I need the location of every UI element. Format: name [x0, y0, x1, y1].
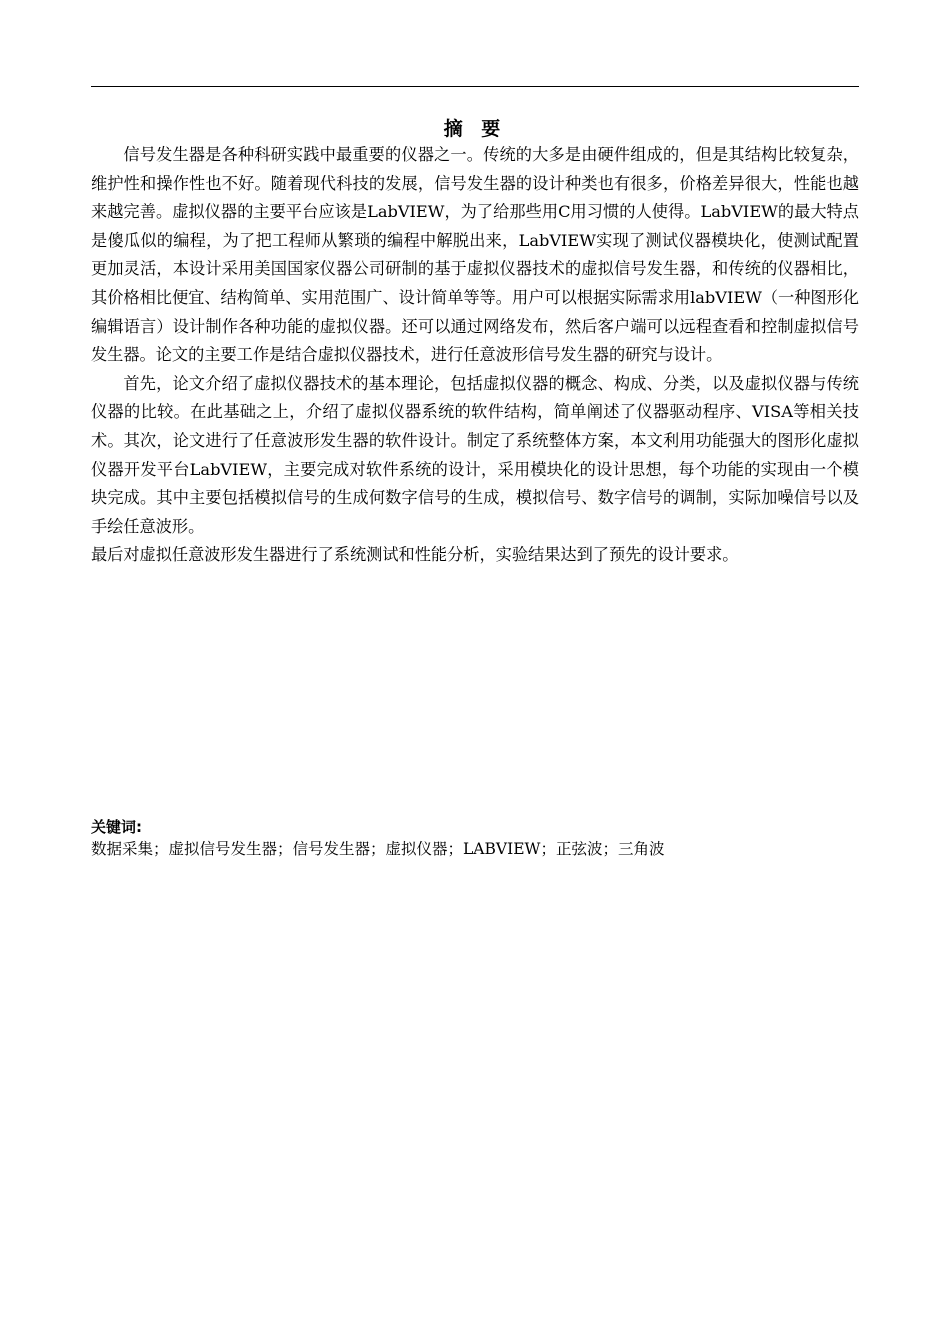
abstract-paragraph-1: 信号发生器是各种科研实践中最重要的仪器之一。传统的大多是由硬件组成的，但是其结构比较复杂，维护性和操作性也不好。随着现代科技的发展，信号发生器的设计种类也有很多，价格差异很大，性能也越来越完善。虚拟仪器的主要平台应该是LabVIEW，为了给那些用C用习惯的人使得。LabVIEW的最大特点是傻瓜似的编程，为了把工程师从繁琐的编程中解脱出来，LabVIEW实现了测试仪器模块化，使测试配置更加灵活，本设计采用美国国家仪器公司研制的基于虚拟仪器技术的虚拟信号发生器，和传统的仪器相比，其价格相比便宜、结构简单、实用范围广、设计简单等等。用户可以根据实际需求用labVIEW（一种图形化编辑语言）设计制作各种功能的虚拟仪器。还可以通过网络发布，然后客户端可以远程查看和控制虚拟信号发生器。论文的主要工作是结合虚拟仪器技术，进行任意波形信号发生器的研究与设计。: [91, 145, 859, 365]
abstract-paragraph-2: 首先，论文介绍了虚拟仪器技术的基本理论，包括虚拟仪器的概念、构成、分类，以及虚拟仪器与传统仪器的比较。在此基础之上，介绍了虚拟仪器系统的软件结构，简单阐述了仪器驱动程序、VISA等相关技术。其次，论文进行了任意波形发生器的软件设计。制定了系统整体方案，本文利用功能强大的图形化虚拟仪器开发平台LabVIEW，主要完成对软件系统的设计，采用模块化的设计思想，每个功能的实现由一个模块完成。其中主要包括模拟信号的生成何数字信号的生成，模拟信号、数字信号的调制，实际加噪信号以及手绘任意波形。: [91, 373, 859, 536]
header-rule: [91, 86, 859, 87]
abstract-body: [91, 141, 859, 570]
keywords-label: 关键词:: [91, 818, 142, 836]
keywords-list: 数据采集；虚拟信号发生器；信号发生器；虚拟仪器；LABVIEW；正弦波；三角波: [91, 840, 665, 858]
abstract-title: 摘 要: [443, 118, 507, 140]
abstract-paragraph-3: 最后对虚拟任意波形发生器进行了系统测试和性能分析，实验结果达到了预先的设计要求。: [91, 545, 739, 565]
